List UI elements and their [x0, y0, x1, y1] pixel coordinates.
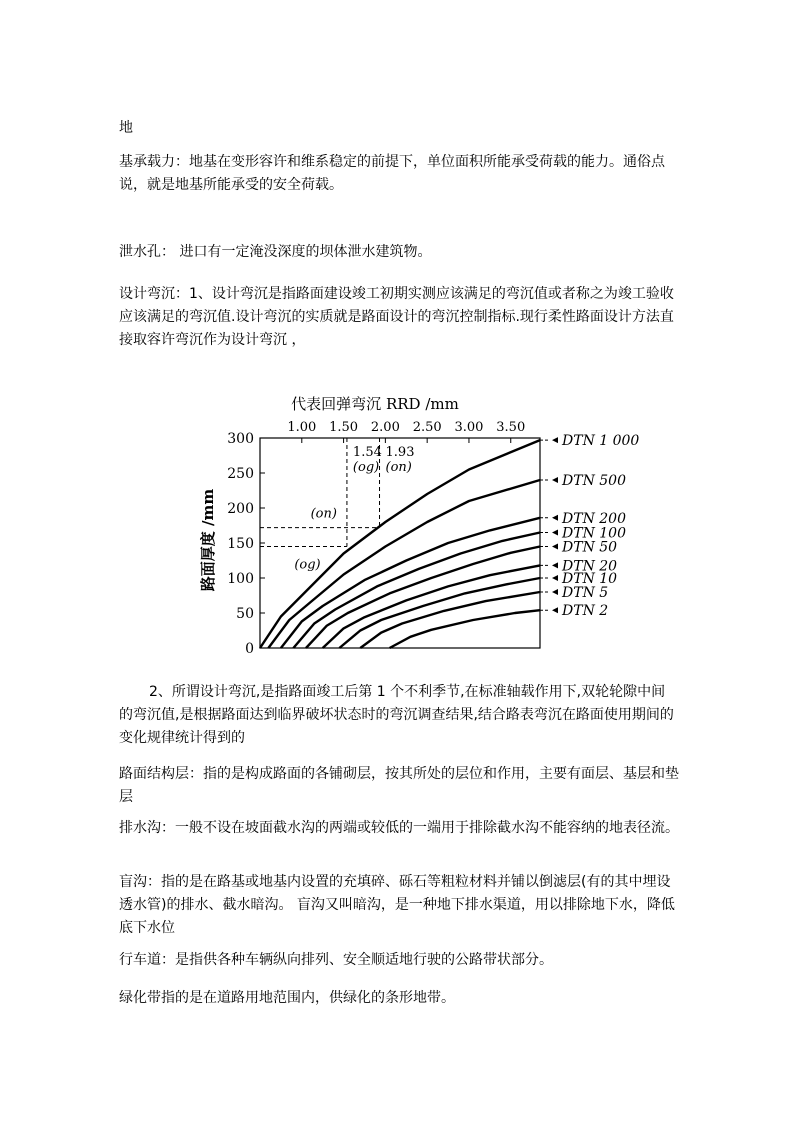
series-label: DTN 10 — [562, 571, 618, 587]
annotation-value: 1.54 — [352, 445, 382, 460]
series-arrow — [552, 437, 558, 443]
series-label: DTN 500 — [562, 473, 626, 489]
y-tick-label: 200 — [227, 501, 254, 517]
y-tick-label: 150 — [227, 536, 254, 552]
definition-design-deflection: 设计弯沉：1、设计弯沉是指路面建设竣工初期实测应该满足的弯沉值或者称之为竣工验收应该满足的弯沉值.设计弯沉的实质就是路面设计的弯沉控制指标.现行柔性路面设计方法直接取容许弯沉作为设计弯沉 ， — [119, 286, 674, 348]
y-axis-label: 路面厚度 /mm — [199, 488, 217, 592]
series-arrow — [552, 589, 558, 595]
series-line — [360, 592, 540, 648]
series-arrow — [552, 477, 558, 483]
series-label: DTN 20 — [562, 558, 618, 575]
series-arrow — [552, 575, 558, 581]
annotation-subscript: (og) — [352, 460, 380, 475]
deflection-thickness-chart — [185, 385, 645, 675]
text-heading-fragment: 地 — [119, 120, 133, 136]
y-tick-label: 100 — [227, 571, 254, 587]
series-arrow — [552, 515, 558, 521]
y-tick-label: 250 — [227, 466, 254, 482]
x-tick-label: 3.50 — [496, 420, 526, 435]
series-label: DTN 200 — [562, 510, 626, 527]
definition-pavement-layers: 路面结构层：指的是构成路面的各铺砌层，按其所处的层位和作用，主要有面层、基层和垫层 — [119, 766, 679, 805]
series-label: DTN 50 — [562, 539, 618, 556]
definition-bearing-capacity: 基承载力：地基在变形容许和维系稳定的前提下，单位面积所能承受荷载的能力。通俗点说，就是地基所能承受的安全荷载。 — [119, 154, 665, 193]
annotation-subscript: (on) — [385, 460, 412, 475]
definition-design-deflection-2: 2、所谓设计弯沉,是指路面竣工后第 1 个不利季节,在标准轴载作用下,双轮轮隙中间的弯沉值,是根据路面达到临界破坏状态时的弯沉调查结果,结合路表弯沉在路面使用期间的变化规律统计得到的 — [119, 684, 674, 746]
series-arrow — [552, 530, 558, 536]
x-tick-label: 1.00 — [287, 420, 317, 435]
definition-carriageway: 行车道：是指供各种车辆纵向排列、安全顺适地行驶的公路带状部分。 — [119, 952, 553, 968]
y-tick-label: 50 — [236, 606, 254, 622]
series-label: DTN 1 000 — [562, 433, 640, 450]
chart-title: 代表回弹弯沉 RRD /mm — [291, 395, 459, 413]
series-line — [293, 533, 540, 649]
definition-green-belt: 绿化带指的是在道路用地范围内，供绿化的条形地带。 — [119, 990, 455, 1006]
x-tick-label: 2.50 — [412, 420, 442, 435]
y-tick-label: 300 — [227, 431, 254, 447]
series-arrow — [552, 544, 558, 550]
series-label: DTN 5 — [562, 585, 609, 601]
x-tick-label: 2.00 — [370, 420, 400, 435]
series-line — [390, 610, 540, 648]
series-label: DTN 100 — [562, 525, 626, 542]
series-arrow — [552, 562, 558, 568]
series-line — [281, 518, 540, 648]
definition-drain-ditch: 排水沟：一般不设在坡面截水沟的两端或较低的一端用于排除截水沟不能容纳的地表径流。 — [119, 820, 679, 836]
x-tick-label: 3.00 — [454, 420, 484, 435]
y-tick-label: 0 — [245, 641, 254, 657]
definition-outlet: 泄水孔： 进口有一定淹没深度的坝体泄水建筑物。 — [119, 244, 432, 260]
series-arrow — [552, 607, 558, 613]
x-tick-label: 1.50 — [329, 420, 359, 435]
series-label: DTN 2 — [562, 603, 609, 620]
definition-blind-ditch: 盲沟：指的是在路基或地基内设置的充填碎、砾石等粗粒材料并铺以倒滤层(有的其中埋设透水管)的排水、截水暗沟。 盲沟又叫暗沟，是一种地下排水渠道，用以排除地下水，降低底下水位 — [119, 874, 675, 936]
annotation-value: 1.93 — [385, 445, 415, 460]
annotation-tag: (on) — [310, 506, 337, 522]
annotation-tag: (og) — [294, 557, 321, 573]
